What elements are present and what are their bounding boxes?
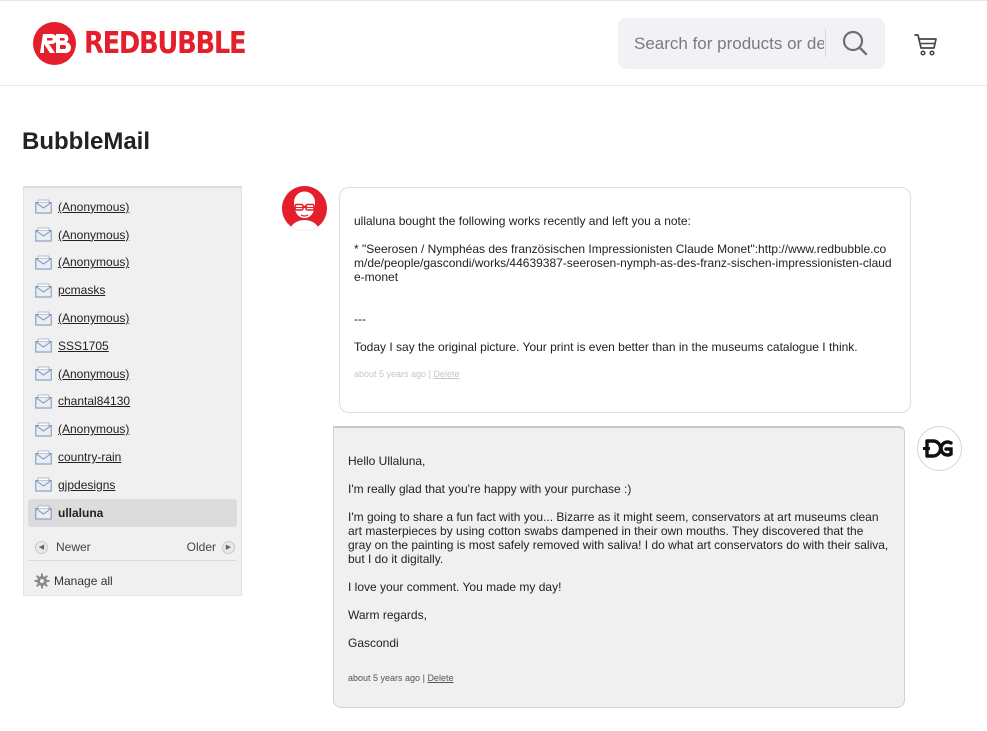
meta-separator: |: [428, 369, 431, 379]
envelope-icon: [35, 199, 52, 214]
message-text: Today I say the original picture. Your print is even better than in the museums catalogue I think.: [354, 340, 858, 354]
manage-all-link[interactable]: [34, 573, 113, 589]
inbox-item[interactable]: [24, 415, 241, 443]
inbox-item[interactable]: [24, 471, 241, 499]
message-text: ---: [354, 312, 366, 326]
inbox-item[interactable]: [24, 304, 241, 332]
search-box: [618, 18, 885, 69]
message-text: * "Seerosen / Nymphéas des französischen Impressionisten Claude Monet":http://www.redbubble.com/de/people/gascondi/works/44639387-seerosen-nymph-as-des-franz-sischen-impressionisten-claude-monet: [354, 242, 892, 284]
message-text: ullaluna bought the following works recently and left you a note:: [354, 214, 691, 228]
manage-all-label: Manage all: [54, 574, 113, 588]
cart-icon: [913, 32, 939, 58]
dg-logo-icon: [918, 427, 961, 470]
magnifier-icon: [840, 28, 870, 58]
inbox-item[interactable]: [24, 332, 241, 360]
message-sent: [333, 426, 905, 708]
inbox-item-link[interactable]: (Anonymous): [58, 227, 130, 242]
inbox-item-link[interactable]: (Anonymous): [58, 255, 130, 270]
envelope-icon: [35, 366, 52, 381]
envelope-icon: [35, 422, 52, 437]
meta-separator: |: [422, 673, 425, 683]
inbox-item-active[interactable]: [28, 499, 237, 527]
inbox-item[interactable]: [24, 249, 241, 277]
inbox-item-link[interactable]: chantal84130: [58, 394, 131, 409]
envelope-icon: [35, 283, 52, 298]
envelope-icon: [35, 394, 52, 409]
inbox-item[interactable]: [24, 388, 241, 416]
message-text: Hello Ullaluna,: [348, 454, 426, 468]
envelope-icon: [35, 255, 52, 270]
delete-link[interactable]: Delete: [433, 369, 460, 379]
inbox-item-link[interactable]: ullaluna: [58, 505, 104, 520]
page-title: BubbleMail: [22, 128, 151, 155]
sidebar-divider: [29, 560, 236, 561]
message-text: Warm regards,: [348, 608, 427, 622]
arrow-right-icon: ▶: [222, 541, 235, 554]
inbox-item-link[interactable]: (Anonymous): [58, 199, 130, 214]
inbox-list: [24, 193, 241, 527]
inbox-item[interactable]: [24, 443, 241, 471]
newer-link[interactable]: [35, 540, 91, 554]
message-time: about 5 years ago: [354, 369, 427, 379]
message-meta: [348, 672, 890, 684]
redbubble-logo[interactable]: [33, 21, 272, 65]
message-meta: [354, 368, 896, 380]
message-text: I'm really glad that you're happy with your purchase :): [348, 482, 632, 496]
newer-label: Newer: [56, 540, 91, 554]
inbox-item-link[interactable]: SSS1705: [58, 338, 109, 353]
search-divider: [825, 29, 826, 57]
message-time: about 5 years ago: [348, 673, 421, 683]
message-text: I'm going to share a fun fact with you... Bizarre as it might seem, conservators at art museums clean art masterpieces by using cotton swabs dampened in their own mouths. They discovered that the gray on the painting is most safely removed with saliva! I do what art conservators do with their saliva, but I do it digitally.: [348, 510, 889, 566]
inbox-item-link[interactable]: country-rain: [58, 450, 122, 465]
sender-avatar[interactable]: [282, 186, 327, 231]
avatar-illustration-icon: [282, 186, 327, 231]
inbox-item[interactable]: [24, 193, 241, 221]
arrow-left-icon: ◀: [35, 541, 48, 554]
delete-link[interactable]: Delete: [427, 673, 454, 683]
message-text: I love your comment. You made my day!: [348, 580, 562, 594]
envelope-icon: [35, 505, 52, 520]
inbox-item-link[interactable]: gjpdesigns: [58, 477, 116, 492]
message-text: Gascondi: [348, 636, 399, 650]
inbox-item[interactable]: [24, 221, 241, 249]
search-input[interactable]: [618, 18, 824, 69]
redbubble-logo-icon: [33, 22, 76, 65]
inbox-item-link[interactable]: (Anonymous): [58, 422, 130, 437]
inbox-item[interactable]: [24, 360, 241, 388]
brand-wordmark: REDBUBBLE: [84, 25, 246, 61]
older-label: Older: [186, 540, 216, 554]
gear-icon: [34, 573, 50, 589]
envelope-icon: [35, 227, 52, 242]
site-header: [0, 0, 987, 86]
inbox-item-link[interactable]: (Anonymous): [58, 366, 130, 381]
envelope-icon: [35, 477, 52, 492]
inbox-item-link[interactable]: pcmasks: [58, 283, 106, 298]
inbox-item-link[interactable]: (Anonymous): [58, 311, 130, 326]
inbox-pager: [24, 536, 241, 558]
cart-button[interactable]: [906, 28, 946, 64]
search-button[interactable]: [833, 26, 877, 62]
envelope-icon: [35, 450, 52, 465]
message-received: [339, 187, 911, 413]
my-avatar[interactable]: [917, 426, 962, 471]
older-link[interactable]: [187, 540, 235, 554]
envelope-icon: [35, 311, 52, 326]
inbox-item[interactable]: [24, 276, 241, 304]
envelope-icon: [35, 338, 52, 353]
inbox-sidebar: [23, 186, 242, 596]
